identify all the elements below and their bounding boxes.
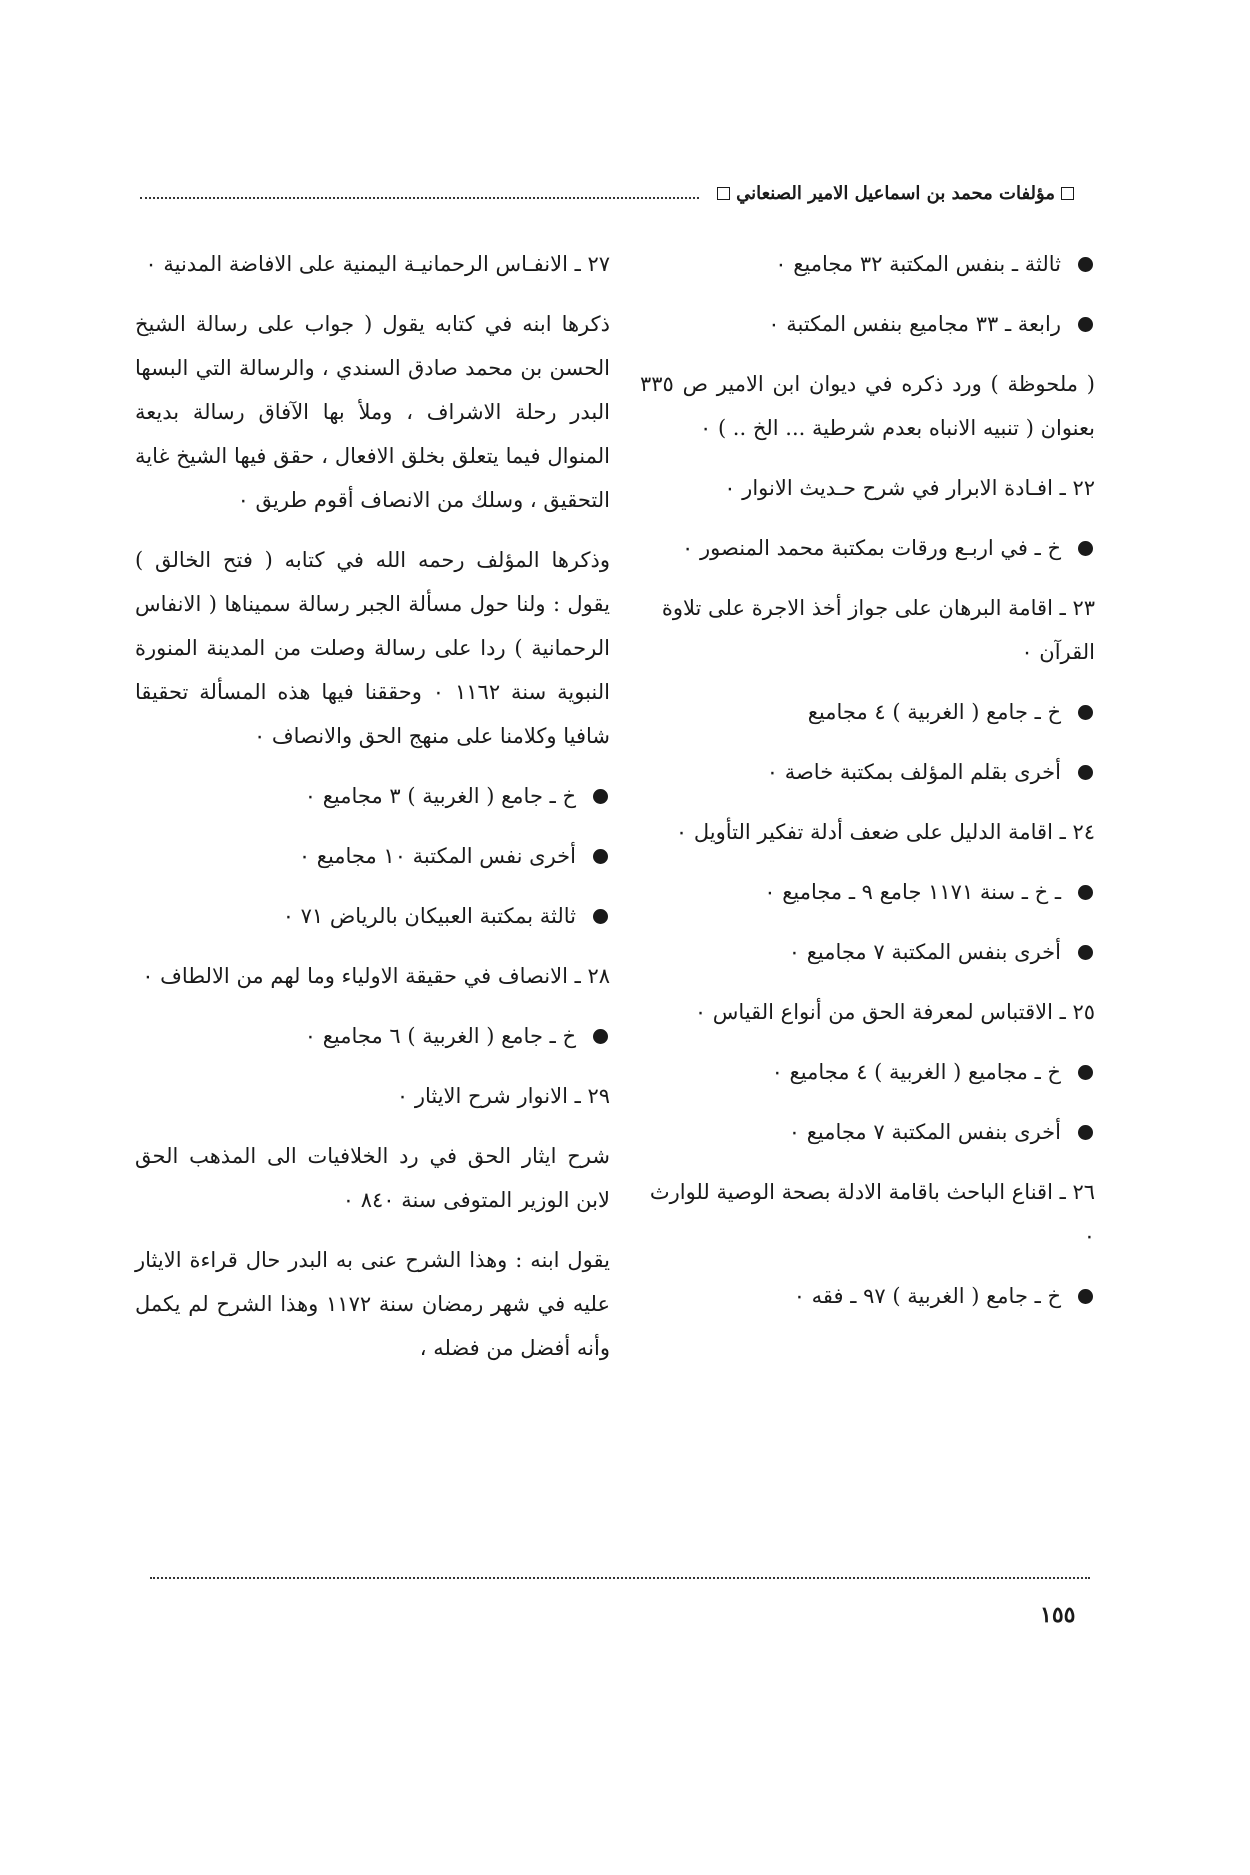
- entry-heading: ٢٧ ـ الانفـاس الرحمانيـة اليمنية على الافاضة المدنية ٠: [145, 252, 610, 276]
- bullet-item: [640, 690, 1095, 734]
- bullet-icon: [1078, 705, 1093, 720]
- running-header: [140, 178, 1080, 208]
- bullet-text: أخرى بقلم المؤلف بمكتبة خاصة ٠: [766, 760, 1061, 784]
- page-number: ١٥٥: [1040, 1602, 1076, 1628]
- bullet-text: خ ـ جامع ( الغربية ) ٣ مجاميع ٠: [304, 784, 576, 808]
- bullet-item: [640, 750, 1095, 794]
- entry-heading: ٢٥ ـ الاقتباس لمعرفة الحق من أنواع القياس ٠: [694, 1000, 1095, 1024]
- entry-heading: ٢٣ ـ اقامة البرهان على جواز أخذ الاجرة على تلاوة القرآن ٠: [661, 596, 1095, 664]
- bullet-item: [135, 834, 610, 878]
- bullet-item: [135, 774, 610, 818]
- bullet-text: ـ خ ـ سنة ١١٧١ جامع ٩ ـ مجاميع ٠: [764, 880, 1061, 904]
- bullet-item: [135, 894, 610, 938]
- right-column: [640, 242, 1095, 1334]
- bullet-icon: [593, 1029, 608, 1044]
- body-paragraph: وذكرها المؤلف رحمه الله في كتابه ( فتح الخالق ) يقول : ولنا حول مسألة الجبر رسالة سميناها ( الانفاس الرحمانية ) ردا على رسالة وصلت من المدينة المنورة النبوية سنة ١١٦٢ ٠ وحققنا فيها هذه المسألة تحقيقا شافيا وكلامنا على منهج الحق والانصاف ٠: [135, 548, 610, 748]
- bullet-text: خ ـ في اربـع ورقات بمكتبة محمد المنصور ٠: [682, 536, 1061, 560]
- bullet-item: [640, 930, 1095, 974]
- bullet-icon: [1078, 885, 1093, 900]
- bullet-item: [640, 1274, 1095, 1318]
- entry-heading: ٢٦ ـ اقناع الباحث باقامة الادلة بصحة الوصية للوارث ٠: [649, 1180, 1095, 1248]
- header-dotted-rule: [140, 187, 699, 199]
- bullet-icon: [1078, 317, 1093, 332]
- bullet-text: خ ـ جامع ( الغربية ) ٩٧ ـ فقه ٠: [793, 1284, 1061, 1308]
- left-column: [135, 242, 610, 1386]
- bullet-item: [640, 242, 1095, 286]
- bullet-text: ثالثة ـ بنفس المكتبة ٣٢ مجاميع ٠: [775, 252, 1061, 276]
- entry-heading: ٢٢ ـ افـادة الابرار في شرح حـديث الانوار ٠: [724, 476, 1095, 500]
- bullet-text: أخرى نفس المكتبة ١٠ مجاميع ٠: [298, 844, 576, 868]
- bullet-item: [640, 1050, 1095, 1094]
- bullet-icon: [1078, 541, 1093, 556]
- bullet-icon: [1078, 765, 1093, 780]
- bullet-icon: [1078, 1289, 1093, 1304]
- bullet-icon: [1078, 1065, 1093, 1080]
- bullet-icon: [593, 909, 608, 924]
- header-box-icon: [717, 187, 730, 200]
- bullet-icon: [1078, 945, 1093, 960]
- footer-dotted-rule: [150, 1577, 1090, 1579]
- bullet-item: [135, 1014, 610, 1058]
- note-paragraph: ( ملحوظة ) ورد ذكره في ديوان ابن الامير ص ٣٣٥ بعنوان ( تنبيه الانباه بعدم شرطية ... الخ .. ) ٠: [640, 372, 1095, 440]
- bullet-text: رابعة ـ ٣٣ مجاميع بنفس المكتبة ٠: [768, 312, 1061, 336]
- bullet-item: [640, 1110, 1095, 1154]
- bullet-text: أخرى بنفس المكتبة ٧ مجاميع ٠: [788, 1120, 1061, 1144]
- bullet-icon: [1078, 1125, 1093, 1140]
- bullet-icon: [593, 789, 608, 804]
- body-paragraph: يقول ابنه : وهذا الشرح عنى به البدر حال قراءة الايثار عليه في شهر رمضان سنة ١١٧٢ وهذا الشرح لم يكمل وأنه أفضل من فضله ،: [135, 1248, 610, 1360]
- bullet-icon: [593, 849, 608, 864]
- bullet-text: أخرى بنفس المكتبة ٧ مجاميع ٠: [788, 940, 1061, 964]
- bullet-item: [640, 302, 1095, 346]
- bullet-text: ثالثة بمكتبة العبيكان بالرياض ٧١ ٠: [282, 904, 576, 928]
- header-title: مؤلفات محمد بن اسماعيل الامير الصنعاني: [736, 182, 1055, 204]
- entry-heading: ٢٨ ـ الانصاف في حقيقة الاولياء وما لهم من الالطاف ٠: [142, 964, 610, 988]
- body-paragraph: ذكرها ابنه في كتابه يقول ( جواب على رسالة الشيخ الحسن بن محمد صادق السندي ، والرسالة التي البسها البدر رحلة الاشراف ، وملأ بها الآفاق رسالة بديعة المنوال فيما يتعلق بخلق الافعال ، حقق فيها الشيخ غاية التحقيق ، وسلك من الانصاف أقوم طريق ٠: [135, 312, 610, 512]
- bullet-item: [640, 526, 1095, 570]
- bullet-text: خ ـ جامع ( الغربية ) ٦ مجاميع ٠: [304, 1024, 576, 1048]
- bullet-icon: [1078, 257, 1093, 272]
- header-box-icon: [1061, 187, 1074, 200]
- bullet-item: [640, 870, 1095, 914]
- body-paragraph: شرح ايثار الحق في رد الخلافيات الى المذهب الحق لابن الوزير المتوفى سنة ٨٤٠ ٠: [135, 1144, 610, 1212]
- entry-heading: ٢٤ ـ اقامة الدليل على ضعف أدلة تفكير التأويل ٠: [675, 820, 1095, 844]
- entry-heading: ٢٩ ـ الانوار شرح الايثار ٠: [396, 1084, 610, 1108]
- bullet-text: خ ـ جامع ( الغربية ) ٤ مجاميع: [807, 700, 1061, 724]
- bullet-text: خ ـ مجاميع ( الغربية ) ٤ مجاميع ٠: [771, 1060, 1061, 1084]
